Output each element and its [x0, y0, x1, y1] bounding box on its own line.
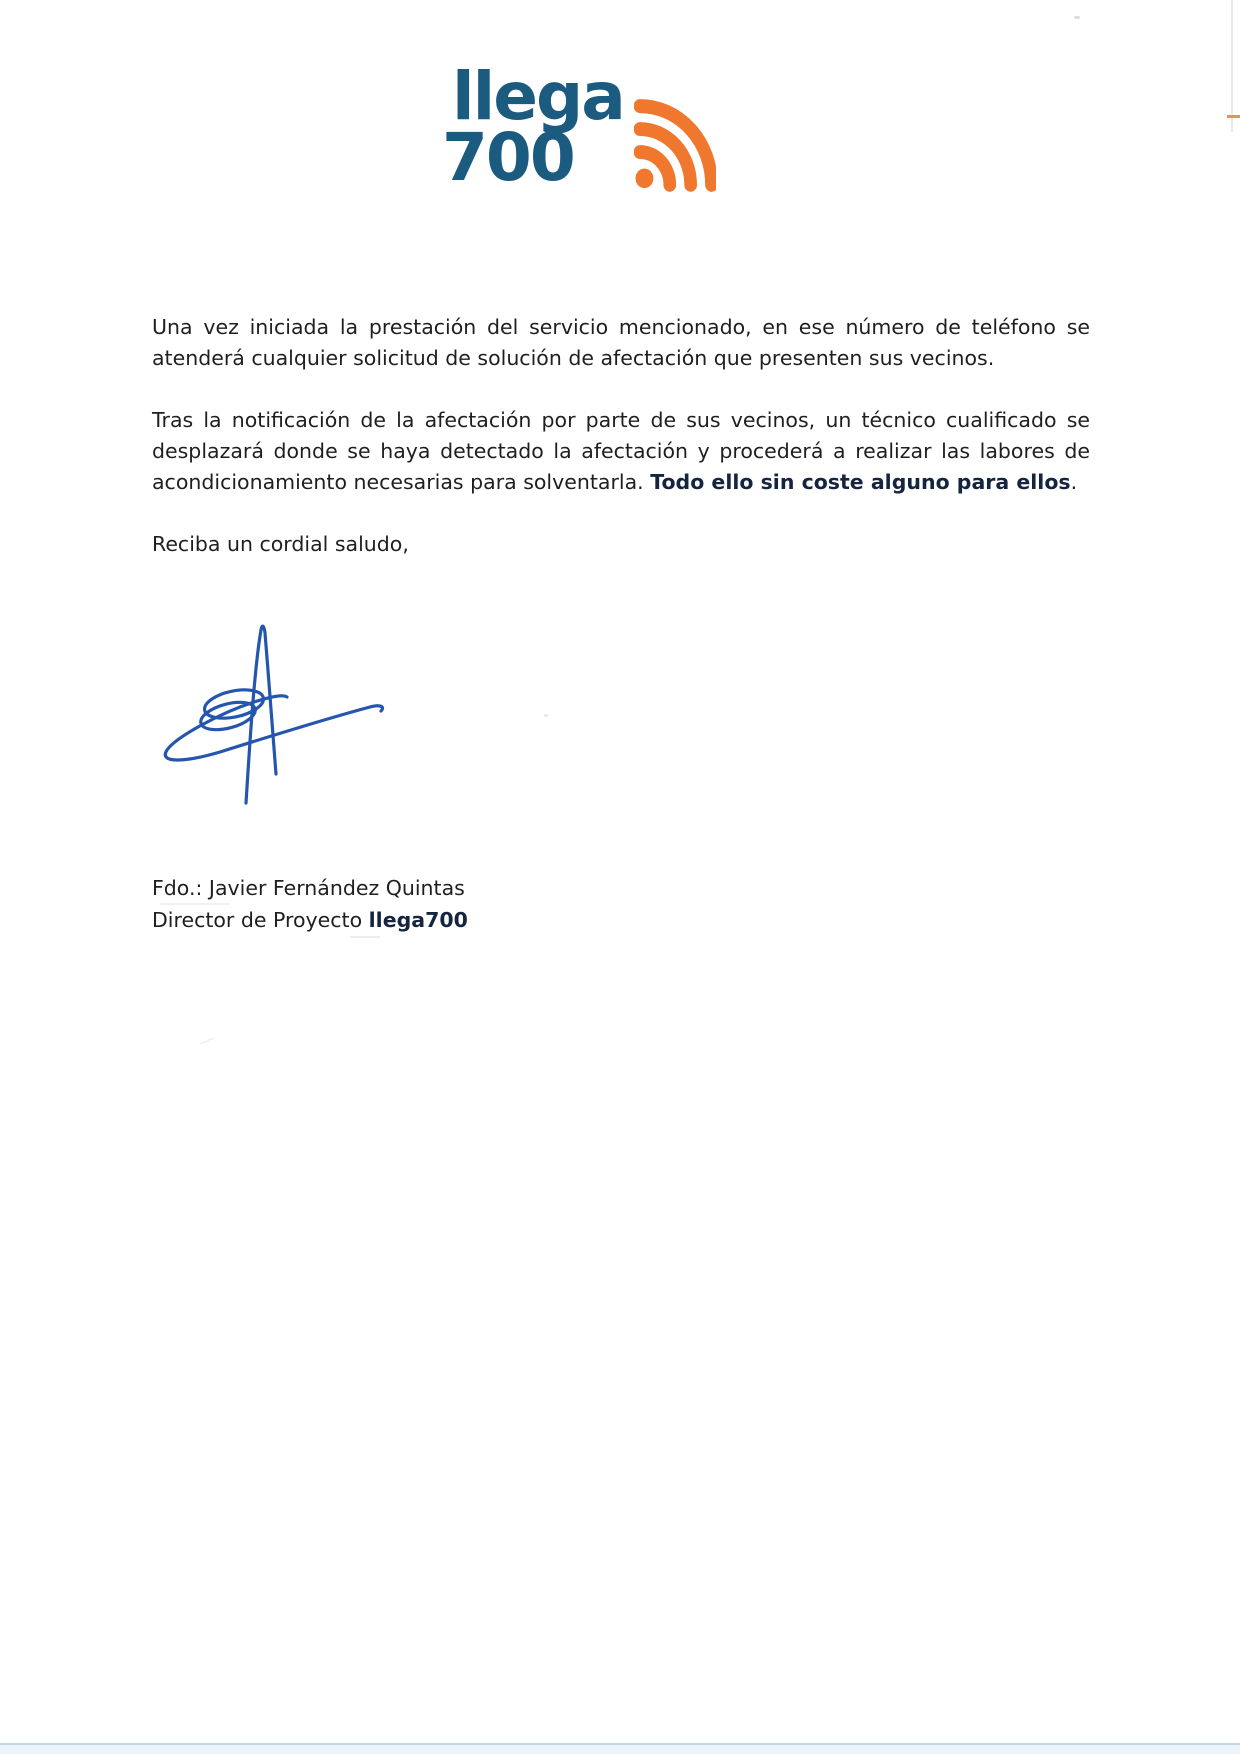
scan-speck — [160, 903, 230, 905]
scan-speck — [350, 936, 380, 938]
signed-name: Fdo.: Javier Fernández Quintas — [152, 876, 465, 900]
wifi-signal-icon — [634, 70, 716, 202]
signed-title — [152, 904, 468, 936]
closing-text: Reciba un cordial saludo, — [152, 532, 409, 556]
scan-footer-band — [0, 1743, 1240, 1754]
signed-title-brand: llega700 — [368, 908, 468, 932]
llega700-logo-wordmark — [442, 58, 624, 197]
paragraph-1-text: Una vez iniciada la prestación del servicio mencionado, en ese número de teléfono se atenderá cualquier solicitud de solución de afectación que presenten sus vecinos. — [152, 315, 1090, 370]
scan-speck — [544, 714, 548, 717]
signed-title-prefix: Director de Proyecto — [152, 908, 369, 932]
paragraph-2-period: . — [1070, 470, 1078, 494]
signature-scribble — [150, 598, 430, 822]
logo-word-llega: llega — [452, 58, 624, 135]
llega700-logo — [442, 58, 716, 202]
scan-edge-line — [1231, 0, 1233, 132]
logo-word-700: 700 — [442, 119, 574, 197]
paragraph-2 — [152, 405, 1090, 498]
scan-speck — [200, 1037, 214, 1045]
scan-speck — [1074, 16, 1080, 19]
paragraph-1 — [152, 312, 1090, 374]
letter-body — [152, 312, 1090, 560]
scan-edge-tick — [1227, 115, 1240, 118]
paragraph-2-bold-highlight: Todo ello sin coste alguno para ellos — [650, 470, 1071, 494]
closing-line — [152, 529, 1090, 560]
paragraph-2-regular: Tras la notificación de la afectación por parte de sus vecinos, un técnico cualificado se desplazará donde se haya detectado la afectación y procederá a realizar las labores de acondicionamiento necesarias para solventarla. — [152, 408, 1090, 494]
